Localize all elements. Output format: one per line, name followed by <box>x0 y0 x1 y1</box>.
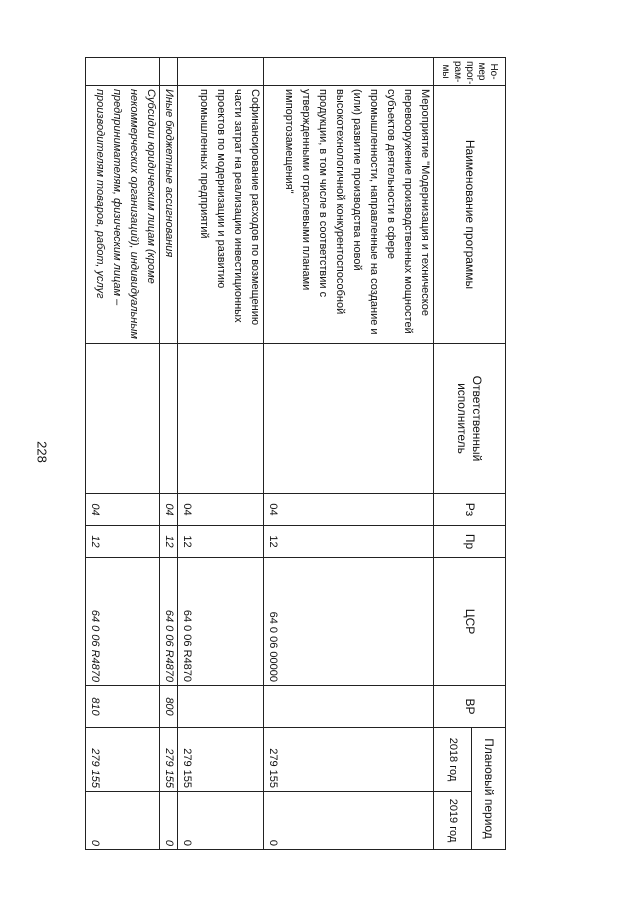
pr-cell: 12 <box>160 526 178 558</box>
executor-cell <box>160 344 178 494</box>
header-year-2019: 2019 год <box>434 792 472 850</box>
header-planned-period: Плановый период <box>472 728 506 850</box>
vr-cell: 800 <box>160 686 178 728</box>
table-row <box>264 58 434 850</box>
program-number-cell <box>160 58 178 86</box>
header-executor: Ответственный исполнитель <box>434 344 506 494</box>
header-csr: ЦСР <box>434 558 506 686</box>
program-name-cell: Иные бюджетные ассигнования <box>160 86 178 344</box>
csr-cell: 64 0 06 R4870 <box>160 558 178 686</box>
budget-table <box>85 57 506 850</box>
table-row <box>86 58 160 850</box>
vr-cell: 810 <box>86 686 160 728</box>
executor-cell <box>178 344 264 494</box>
amount-2018-cell: 279 155 <box>86 728 160 792</box>
header-pr: Пр <box>434 526 506 558</box>
executor-cell <box>86 344 160 494</box>
header-program-name: Наименование программы <box>434 86 506 344</box>
vr-cell <box>264 686 434 728</box>
pr-cell: 12 <box>264 526 434 558</box>
rz-cell: 04 <box>86 494 160 526</box>
header-rz: Рз <box>434 494 506 526</box>
executor-cell <box>264 344 434 494</box>
table-row <box>160 58 178 850</box>
table-row <box>178 58 264 850</box>
amount-2019-cell: 0 <box>160 792 178 850</box>
amount-2018-cell: 279 155 <box>178 728 264 792</box>
amount-2019-cell: 0 <box>178 792 264 850</box>
header-vr: ВР <box>434 686 506 728</box>
header-program-number: Но-мер прог-рам-мы <box>434 58 506 86</box>
program-number-cell <box>86 58 160 86</box>
header-year-2018: 2018 год <box>434 728 472 792</box>
amount-2019-cell: 0 <box>86 792 160 850</box>
program-name-cell: Субсидии юридическим лицам (кроме некоммерческих организаций), индивидуальным предпринимателям, физическим лицам – производителям товаров, работ, услуг <box>86 86 160 344</box>
csr-cell: 64 0 06 R4870 <box>178 558 264 686</box>
amount-2019-cell: 0 <box>264 792 434 850</box>
vr-cell <box>178 686 264 728</box>
rz-cell: 04 <box>264 494 434 526</box>
amount-2018-cell: 279 155 <box>264 728 434 792</box>
csr-cell: 64 0 06 00000 <box>264 558 434 686</box>
program-number-cell <box>178 58 264 86</box>
program-number-cell <box>264 58 434 86</box>
program-name-cell: Мероприятие "Модернизация и техническое перевооружение производственных мощностей субъектов деятельности в сфере промышленности, направленные на создание и (или) развитие производства новой высокотехнологичной конкурентоспособной продукции, в том числе в соответствии с утвержденными отраслевыми планами импортозамещения" <box>264 86 434 344</box>
amount-2018-cell: 279 155 <box>160 728 178 792</box>
pr-cell: 12 <box>178 526 264 558</box>
page-number: 228 <box>34 441 50 463</box>
rz-cell: 04 <box>178 494 264 526</box>
rotated-page-content <box>86 57 506 849</box>
pr-cell: 12 <box>86 526 160 558</box>
rz-cell: 04 <box>160 494 178 526</box>
program-name-cell: Софинансирование расходов по возмещению части затрат на реализацию инвестиционных проектов по модернизации и развитию промышленных предприятий <box>178 86 264 344</box>
csr-cell: 64 0 06 R4870 <box>86 558 160 686</box>
